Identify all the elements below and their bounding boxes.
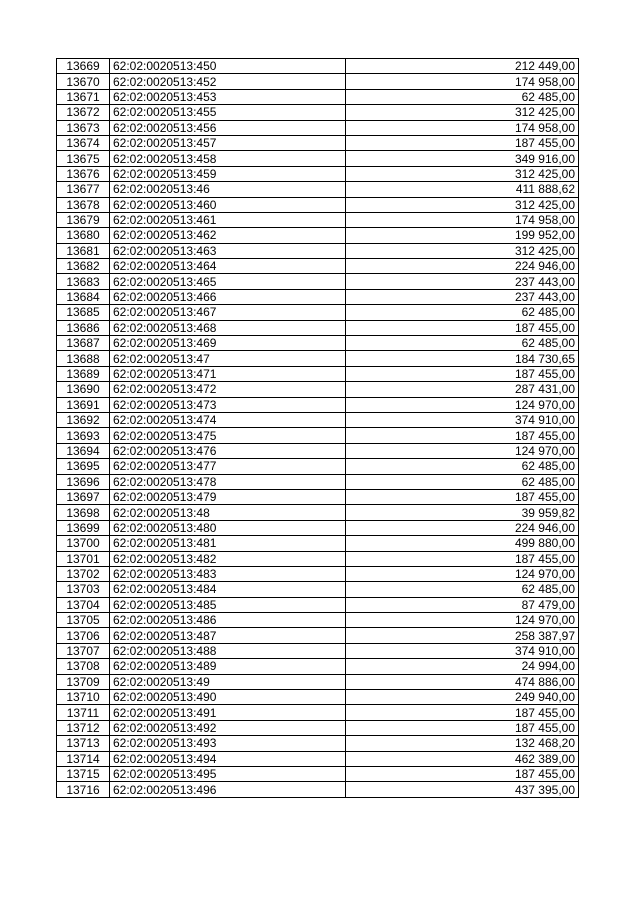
row-number-cell: 13710 xyxy=(57,690,110,705)
row-number-cell: 13689 xyxy=(57,366,110,381)
cadastral-value-cell: 374 910,00 xyxy=(346,412,579,427)
row-number-cell: 13697 xyxy=(57,489,110,504)
table-row xyxy=(57,412,579,427)
cadastral-number-cell: 62:02:0020513:477 xyxy=(110,459,346,474)
cadastral-number-cell: 62:02:0020513:491 xyxy=(110,705,346,720)
table-row xyxy=(57,551,579,566)
table-row xyxy=(57,505,579,520)
row-number-cell: 13708 xyxy=(57,659,110,674)
cadastral-number-cell: 62:02:0020513:494 xyxy=(110,751,346,766)
cadastral-value-cell: 212 449,00 xyxy=(346,59,579,74)
cadastral-number-cell: 62:02:0020513:458 xyxy=(110,151,346,166)
row-number-cell: 13712 xyxy=(57,720,110,735)
cadastral-value-cell: 124 970,00 xyxy=(346,443,579,458)
row-number-cell: 13702 xyxy=(57,566,110,581)
cadastral-value-cell: 187 455,00 xyxy=(346,720,579,735)
cadastral-value-cell: 224 946,00 xyxy=(346,259,579,274)
cadastral-value-cell: 187 455,00 xyxy=(346,551,579,566)
row-number-cell: 13701 xyxy=(57,551,110,566)
row-number-cell: 13679 xyxy=(57,212,110,227)
cadastral-value-cell: 174 958,00 xyxy=(346,74,579,89)
table-row xyxy=(57,628,579,643)
row-number-cell: 13704 xyxy=(57,597,110,612)
cadastral-number-cell: 62:02:0020513:493 xyxy=(110,736,346,751)
cadastral-number-cell: 62:02:0020513:490 xyxy=(110,690,346,705)
row-number-cell: 13674 xyxy=(57,135,110,150)
cadastral-value-cell: 132 468,20 xyxy=(346,736,579,751)
table-row xyxy=(57,74,579,89)
cadastral-number-cell: 62:02:0020513:489 xyxy=(110,659,346,674)
cadastral-value-cell: 411 888,62 xyxy=(346,182,579,197)
cadastral-number-cell: 62:02:0020513:463 xyxy=(110,243,346,258)
row-number-cell: 13695 xyxy=(57,459,110,474)
row-number-cell: 13685 xyxy=(57,305,110,320)
table-row xyxy=(57,613,579,628)
cadastral-number-cell: 62:02:0020513:476 xyxy=(110,443,346,458)
cadastral-value-cell: 374 910,00 xyxy=(346,643,579,658)
row-number-cell: 13694 xyxy=(57,443,110,458)
row-number-cell: 13714 xyxy=(57,751,110,766)
table-row xyxy=(57,659,579,674)
cadastral-number-cell: 62:02:0020513:492 xyxy=(110,720,346,735)
cadastral-value-cell: 62 485,00 xyxy=(346,89,579,104)
cadastral-value-cell: 62 485,00 xyxy=(346,474,579,489)
row-number-cell: 13715 xyxy=(57,766,110,781)
cadastral-number-cell: 62:02:0020513:488 xyxy=(110,643,346,658)
row-number-cell: 13713 xyxy=(57,736,110,751)
cadastral-value-cell: 312 425,00 xyxy=(346,166,579,181)
cadastral-value-cell: 199 952,00 xyxy=(346,228,579,243)
cadastral-value-cell: 174 958,00 xyxy=(346,120,579,135)
cadastral-number-cell: 62:02:0020513:459 xyxy=(110,166,346,181)
cadastral-value-cell: 174 958,00 xyxy=(346,212,579,227)
table-row xyxy=(57,566,579,581)
table-row xyxy=(57,274,579,289)
table-row xyxy=(57,705,579,720)
row-number-cell: 13693 xyxy=(57,428,110,443)
table-row xyxy=(57,720,579,735)
cadastral-number-cell: 62:02:0020513:485 xyxy=(110,597,346,612)
cadastral-value-cell: 124 970,00 xyxy=(346,566,579,581)
cadastral-number-cell: 62:02:0020513:487 xyxy=(110,628,346,643)
row-number-cell: 13686 xyxy=(57,320,110,335)
cadastral-value-cell: 187 455,00 xyxy=(346,366,579,381)
row-number-cell: 13707 xyxy=(57,643,110,658)
cadastral-number-cell: 62:02:0020513:480 xyxy=(110,520,346,535)
row-number-cell: 13688 xyxy=(57,351,110,366)
cadastral-number-cell: 62:02:0020513:496 xyxy=(110,782,346,797)
row-number-cell: 13678 xyxy=(57,197,110,212)
row-number-cell: 13683 xyxy=(57,274,110,289)
table-row xyxy=(57,212,579,227)
table-row xyxy=(57,382,579,397)
cadastral-value-cell: 187 455,00 xyxy=(346,320,579,335)
cadastral-value-cell: 62 485,00 xyxy=(346,336,579,351)
cadastral-value-cell: 124 970,00 xyxy=(346,613,579,628)
cadastral-number-cell: 62:02:0020513:464 xyxy=(110,259,346,274)
cadastral-number-cell: 62:02:0020513:468 xyxy=(110,320,346,335)
table-row xyxy=(57,320,579,335)
table-row xyxy=(57,782,579,797)
cadastral-value-cell: 287 431,00 xyxy=(346,382,579,397)
cadastral-number-cell: 62:02:0020513:484 xyxy=(110,582,346,597)
table-row xyxy=(57,751,579,766)
row-number-cell: 13684 xyxy=(57,289,110,304)
table-row xyxy=(57,182,579,197)
cadastral-number-cell: 62:02:0020513:450 xyxy=(110,59,346,74)
row-number-cell: 13696 xyxy=(57,474,110,489)
table-row xyxy=(57,428,579,443)
cadastral-number-cell: 62:02:0020513:481 xyxy=(110,536,346,551)
table-row xyxy=(57,459,579,474)
row-number-cell: 13687 xyxy=(57,336,110,351)
table-row xyxy=(57,135,579,150)
row-number-cell: 13675 xyxy=(57,151,110,166)
cadastral-value-cell: 187 455,00 xyxy=(346,135,579,150)
table-row xyxy=(57,690,579,705)
row-number-cell: 13699 xyxy=(57,520,110,535)
cadastral-number-cell: 62:02:0020513:482 xyxy=(110,551,346,566)
row-number-cell: 13700 xyxy=(57,536,110,551)
cadastral-value-cell: 39 959,82 xyxy=(346,505,579,520)
table-row xyxy=(57,151,579,166)
cadastral-number-cell: 62:02:0020513:495 xyxy=(110,766,346,781)
cadastral-value-cell: 224 946,00 xyxy=(346,520,579,535)
row-number-cell: 13711 xyxy=(57,705,110,720)
table-row xyxy=(57,228,579,243)
table-row xyxy=(57,59,579,74)
table-row xyxy=(57,197,579,212)
cadastral-number-cell: 62:02:0020513:457 xyxy=(110,135,346,150)
cadastral-value-cell: 258 387,97 xyxy=(346,628,579,643)
cadastral-value-cell: 462 389,00 xyxy=(346,751,579,766)
table-row xyxy=(57,536,579,551)
row-number-cell: 13670 xyxy=(57,74,110,89)
cadastral-value-cell: 312 425,00 xyxy=(346,197,579,212)
table-row xyxy=(57,489,579,504)
cadastral-value-cell: 187 455,00 xyxy=(346,489,579,504)
cadastral-number-cell: 62:02:0020513:47 xyxy=(110,351,346,366)
table-body xyxy=(57,59,579,798)
row-number-cell: 13716 xyxy=(57,782,110,797)
cadastral-value-cell: 124 970,00 xyxy=(346,397,579,412)
table-row xyxy=(57,89,579,104)
row-number-cell: 13691 xyxy=(57,397,110,412)
table-row xyxy=(57,397,579,412)
cadastral-value-cell: 187 455,00 xyxy=(346,766,579,781)
table-row xyxy=(57,520,579,535)
cadastral-number-cell: 62:02:0020513:49 xyxy=(110,674,346,689)
cadastral-number-cell: 62:02:0020513:48 xyxy=(110,505,346,520)
row-number-cell: 13706 xyxy=(57,628,110,643)
cadastral-value-cell: 187 455,00 xyxy=(346,705,579,720)
row-number-cell: 13709 xyxy=(57,674,110,689)
row-number-cell: 13682 xyxy=(57,259,110,274)
cadastral-number-cell: 62:02:0020513:486 xyxy=(110,613,346,628)
row-number-cell: 13703 xyxy=(57,582,110,597)
cadastral-value-cell: 187 455,00 xyxy=(346,428,579,443)
cadastral-value-table xyxy=(56,58,579,798)
row-number-cell: 13698 xyxy=(57,505,110,520)
table-row xyxy=(57,305,579,320)
cadastral-number-cell: 62:02:0020513:455 xyxy=(110,105,346,120)
cadastral-value-cell: 237 443,00 xyxy=(346,289,579,304)
table-row xyxy=(57,105,579,120)
cadastral-number-cell: 62:02:0020513:469 xyxy=(110,336,346,351)
table-row xyxy=(57,336,579,351)
row-number-cell: 13671 xyxy=(57,89,110,104)
cadastral-value-cell: 474 886,00 xyxy=(346,674,579,689)
cadastral-number-cell: 62:02:0020513:474 xyxy=(110,412,346,427)
cadastral-number-cell: 62:02:0020513:46 xyxy=(110,182,346,197)
table-row xyxy=(57,582,579,597)
cadastral-number-cell: 62:02:0020513:456 xyxy=(110,120,346,135)
table-row xyxy=(57,766,579,781)
cadastral-number-cell: 62:02:0020513:483 xyxy=(110,566,346,581)
table-row xyxy=(57,443,579,458)
cadastral-value-cell: 87 479,00 xyxy=(346,597,579,612)
cadastral-number-cell: 62:02:0020513:452 xyxy=(110,74,346,89)
table-row xyxy=(57,643,579,658)
cadastral-number-cell: 62:02:0020513:478 xyxy=(110,474,346,489)
cadastral-number-cell: 62:02:0020513:460 xyxy=(110,197,346,212)
cadastral-number-cell: 62:02:0020513:462 xyxy=(110,228,346,243)
row-number-cell: 13705 xyxy=(57,613,110,628)
cadastral-value-cell: 62 485,00 xyxy=(346,582,579,597)
table-row xyxy=(57,351,579,366)
table-row xyxy=(57,674,579,689)
cadastral-number-cell: 62:02:0020513:461 xyxy=(110,212,346,227)
cadastral-value-cell: 24 994,00 xyxy=(346,659,579,674)
row-number-cell: 13669 xyxy=(57,59,110,74)
row-number-cell: 13681 xyxy=(57,243,110,258)
row-number-cell: 13680 xyxy=(57,228,110,243)
table-row xyxy=(57,597,579,612)
row-number-cell: 13672 xyxy=(57,105,110,120)
table-row xyxy=(57,259,579,274)
cadastral-number-cell: 62:02:0020513:453 xyxy=(110,89,346,104)
cadastral-value-cell: 62 485,00 xyxy=(346,459,579,474)
cadastral-value-cell: 499 880,00 xyxy=(346,536,579,551)
cadastral-number-cell: 62:02:0020513:467 xyxy=(110,305,346,320)
table-row xyxy=(57,120,579,135)
cadastral-value-cell: 62 485,00 xyxy=(346,305,579,320)
table-row xyxy=(57,289,579,304)
table-row xyxy=(57,474,579,489)
table-row xyxy=(57,166,579,181)
cadastral-number-cell: 62:02:0020513:466 xyxy=(110,289,346,304)
cadastral-value-cell: 312 425,00 xyxy=(346,243,579,258)
cadastral-value-cell: 237 443,00 xyxy=(346,274,579,289)
cadastral-number-cell: 62:02:0020513:479 xyxy=(110,489,346,504)
table-row xyxy=(57,736,579,751)
cadastral-value-cell: 349 916,00 xyxy=(346,151,579,166)
cadastral-number-cell: 62:02:0020513:472 xyxy=(110,382,346,397)
row-number-cell: 13677 xyxy=(57,182,110,197)
row-number-cell: 13676 xyxy=(57,166,110,181)
cadastral-number-cell: 62:02:0020513:465 xyxy=(110,274,346,289)
cadastral-number-cell: 62:02:0020513:475 xyxy=(110,428,346,443)
row-number-cell: 13690 xyxy=(57,382,110,397)
table-row xyxy=(57,366,579,381)
row-number-cell: 13673 xyxy=(57,120,110,135)
cadastral-value-cell: 249 940,00 xyxy=(346,690,579,705)
cadastral-value-cell: 312 425,00 xyxy=(346,105,579,120)
cadastral-value-cell: 184 730,65 xyxy=(346,351,579,366)
table-row xyxy=(57,243,579,258)
cadastral-value-cell: 437 395,00 xyxy=(346,782,579,797)
row-number-cell: 13692 xyxy=(57,412,110,427)
cadastral-number-cell: 62:02:0020513:473 xyxy=(110,397,346,412)
cadastral-number-cell: 62:02:0020513:471 xyxy=(110,366,346,381)
